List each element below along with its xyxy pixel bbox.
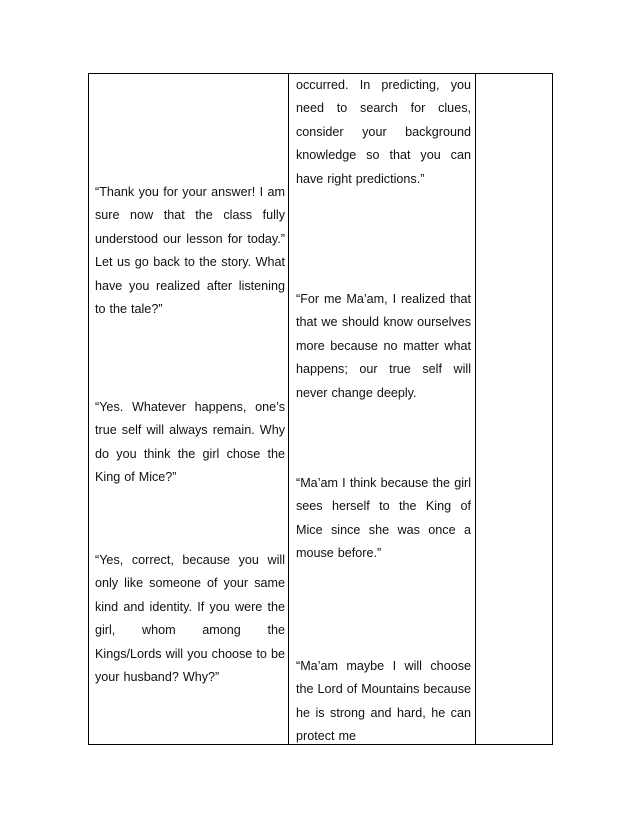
column-divider-1 xyxy=(288,74,289,744)
student-paragraph-3: “Ma’am I think because the girl sees herself to the King of Mice since she was once a mouse before.” xyxy=(296,476,471,561)
teacher-column xyxy=(95,74,285,744)
teacher-paragraph-3: “Yes, correct, because you will only like someone of your same kind and identity. If you were the girl, whom among the Kings/Lords will you choose to be your husband? Why?” xyxy=(95,553,285,685)
column-divider-2 xyxy=(475,74,476,744)
student-paragraph-4: “Ma’am maybe I will choose the Lord of Mountains because he is strong and hard, he can protect me xyxy=(296,659,471,744)
student-paragraph-2: “For me Ma’am, I realized that that we should know ourselves more because no matter what happens; our true self will never change deeply. xyxy=(296,292,471,400)
student-paragraph-1: occurred. In predicting, you need to search for clues, consider your background knowledge so that you can have right predictions.” xyxy=(296,78,471,186)
teacher-paragraph-1: “Thank you for your answer! I am sure now that the class fully understood our lesson for today.” Let us go back to the story. What have you realized after listening to the tale?” xyxy=(95,185,285,317)
student-column xyxy=(296,74,471,744)
teacher-paragraph-2: “Yes. Whatever happens, one’s true self will always remain. Why do you think the girl chose the King of Mice?” xyxy=(95,400,285,485)
lesson-table xyxy=(88,73,553,745)
notes-column xyxy=(479,74,549,744)
